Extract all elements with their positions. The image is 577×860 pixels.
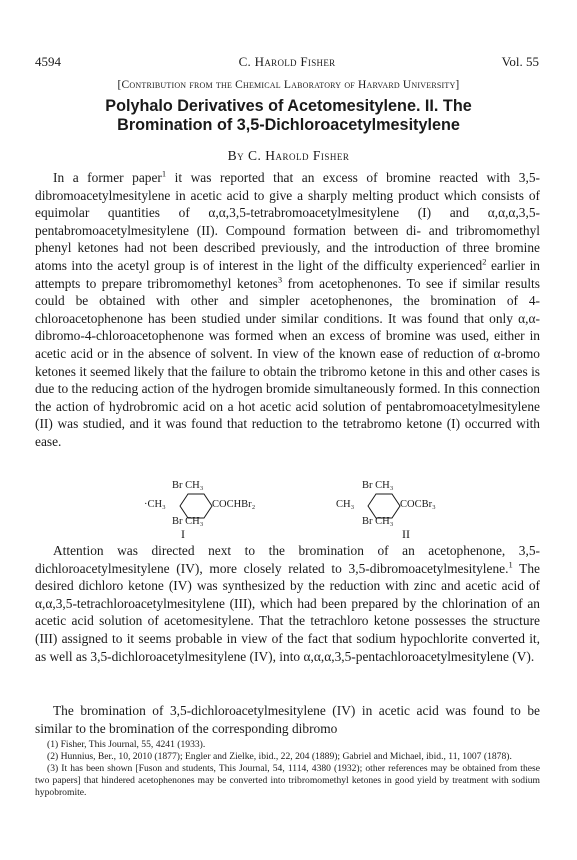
struct-II-left: CH₃	[336, 499, 355, 510]
p1-text-c: earlier in attempts to prepare tribromomethyl ketones	[35, 257, 540, 291]
contribution-line: [Contribution from the Chemical Laboratory of Harvard University]	[117, 79, 460, 91]
title-line-1: Polyhalo Derivatives of Acetomesitylene. II. The	[105, 97, 472, 115]
struct-I-top: Br CH₃	[172, 480, 204, 491]
footnote-1: (1) Fisher, This Journal, 55, 4241 (1933).	[47, 739, 206, 750]
struct-II-right: COCBr₃	[400, 499, 436, 510]
struct-I-left: ·CH₃	[144, 499, 166, 510]
article-title	[0, 97, 577, 135]
structure-II	[334, 480, 494, 532]
p2-text-a: Attention was directed next to the bromination of an acetophenone, 3,5-dichloroacetylmesitylene (IV), more closely related to 3,5-dibromoacetylmesitylene.	[35, 543, 540, 576]
struct-II-bottom: Br CH₃	[362, 516, 394, 527]
p2-text-b: The desired dichloro ketone (IV) was synthesized by the reduction with zinc and acetic acid of α,α,3,5-tetrachloroacetylmesitylene (III), which had been prepared by the chlorination of an acetic acid solution of acetomesitylene. That the tetrachloro ketone possesses the structure (III) assigned to it seems probable in view of the fact that sodium hypochlorite converted it, as well as 3,5-dichloroacetylmesitylene (IV), into α,α,α,3,5-pentachloroacetylmesitylene (V).	[35, 560, 540, 664]
p1-text-a: In a former paper	[53, 170, 162, 185]
p1-text-d: from acetophenones. To see if similar results could be obtained with other and simpler acetophenones, the bromination of 4-chloroacetophenone has been studied under similar conditions. It was found that only α,α-dibromo-4-chloroacetophenone was formed when an excess of bromine was used, either in acetic acid or in the absence of solvent. In view of the known ease of reduction of α-bromo ketones it seemed likely that the failure to obtain the tribromo ketone in this and other cases is due to the reducing action of the hydrogen bromide simultaneously formed. In this connection the action of hydrobromic acid on a hot acetic acid solution of pentabromoacetylmesitylene (II) was studied, and it was found that reduction to the tetrabromo ketone (I) occurred with ease.	[35, 275, 540, 449]
footnote-ref-1b: 1	[508, 559, 513, 570]
byline: By C. Harold Fisher	[227, 148, 350, 163]
paragraph-2	[35, 542, 540, 665]
struct-I-bottom: Br CH₃	[172, 516, 204, 527]
footnote-2: (2) Hunnius, Ber., 10, 2010 (1877); Engler and Zielke, ibid., 22, 204 (1889); Gabriel and Michael, ibid., 11, 1007 (1878).	[47, 751, 512, 762]
footnote-ref-2: 2	[482, 256, 487, 267]
structure-I-label: I	[181, 527, 185, 541]
footnote-ref-1: 1	[161, 168, 167, 179]
struct-II-top: Br CH₃	[362, 480, 394, 491]
paragraph-1	[35, 169, 540, 451]
structure-II-label: II	[402, 527, 410, 541]
footnote-ref-3: 3	[277, 274, 283, 285]
paragraph-3: The bromination of 3,5-dichloroacetylmesitylene (IV) in acetic acid was found to be similar to the bromination of the corresponding dibromo	[35, 703, 540, 736]
running-title: C. Harold Fisher	[238, 54, 336, 69]
title-line-2: Bromination of 3,5-Dichloroacetylmesitylene	[117, 116, 460, 134]
structure-I	[142, 480, 302, 532]
volume-label: Vol. 55	[501, 54, 539, 69]
struct-I-right: COCHBr₂	[212, 499, 256, 510]
footnotes	[35, 739, 540, 799]
page-header	[35, 54, 539, 74]
p1-text-b: it was reported that an excess of bromine reacted with 3,5-dibromoacetylmesitylene in acetic acid to give a sharply melting product which consists of equimolar quantities of α,α,3,5-tetrabromoacetylmesitylene (I) and α,α,α,3,5-pentabromoacetylmesitylene (II). Compound formation between di- and tribromomethyl phenyl ketones had not been described previously, and the introduction of three bromine atoms into the acetyl group is of interest in the light of the difficulty experienced	[35, 170, 540, 273]
page-number: 4594	[35, 54, 61, 69]
footnote-3: (3) It has been shown [Fuson and students, This Journal, 54, 1114, 4380 (1932); other references may be obtained from these two papers] that hindered acetophenones may be converted into tribromomethyl ketones in good yield by treatment with sodium hypobromite.	[35, 763, 540, 798]
